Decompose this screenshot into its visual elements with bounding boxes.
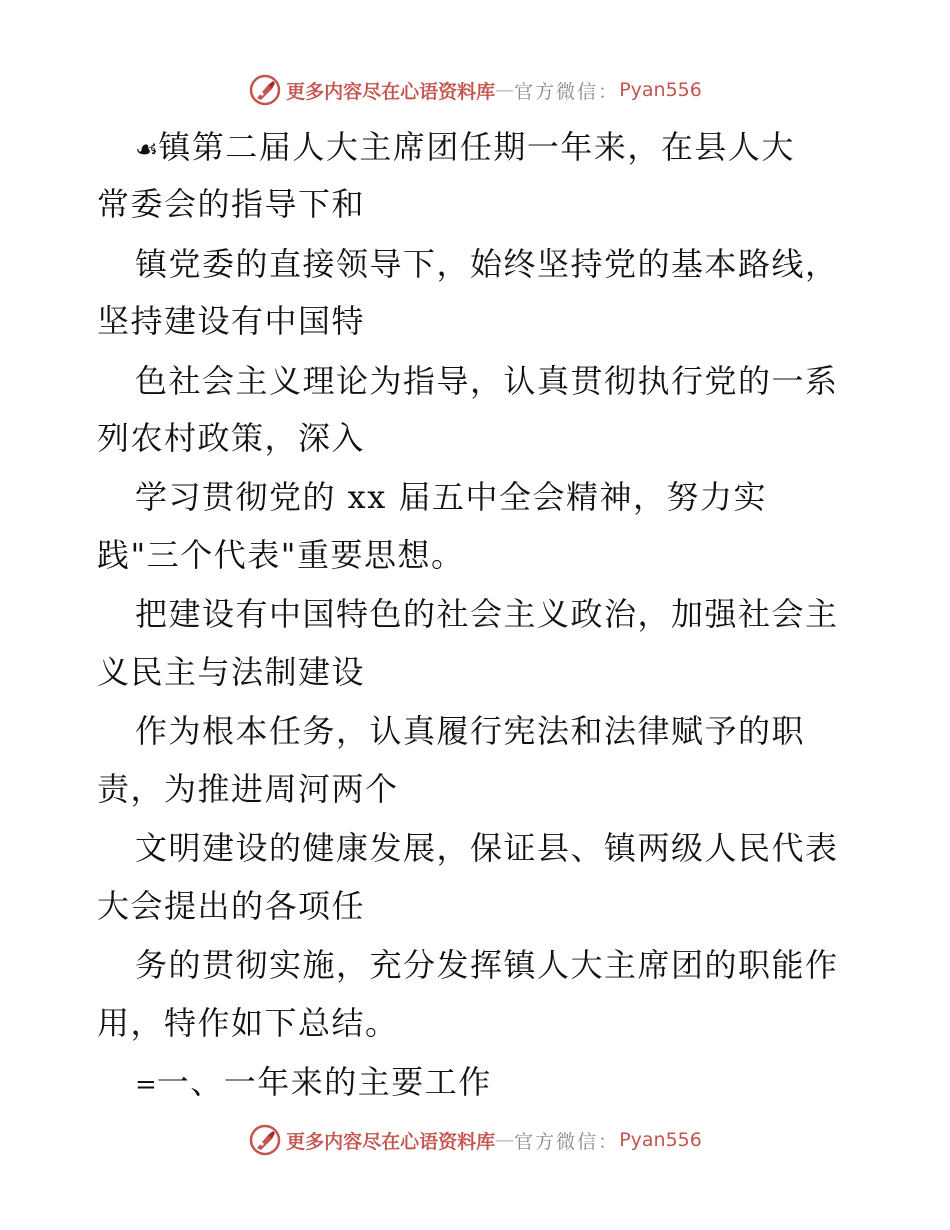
paragraph-line: 务的贯彻实施，充分发挥镇人大主席团的职能作	[135, 946, 839, 984]
double-dash-icon: =	[135, 1070, 157, 1100]
banner-wechat-label: 官方微信：	[514, 80, 620, 103]
banner-wechat-label: 官方微信：	[514, 1130, 620, 1153]
paragraph-line: 作为根本任务，认真履行宪法和法律赋予的职	[135, 712, 806, 750]
footer-banner	[0, 1120, 950, 1160]
paragraph-line: 义民主与法制建设	[97, 653, 366, 691]
banner-dash: —	[495, 1129, 515, 1151]
header-banner	[0, 70, 950, 110]
banner-title: 更多内容尽在心语资料库	[286, 1130, 496, 1153]
paragraph-line: 责，为推进周河两个	[97, 770, 399, 808]
banner-wechat-id: Pyan556	[619, 1129, 702, 1151]
paragraph-line: 色社会主义理论为指导，认真贯彻执行党的一系	[135, 362, 839, 400]
paragraph-line: 用，特作如下总结。	[97, 1004, 399, 1042]
fleuron-icon: ☙	[135, 135, 159, 165]
paragraph-line: 文明建设的健康发展，保证县、镇两级人民代表	[135, 829, 839, 867]
paragraph-line: 把建设有中国特色的社会主义政治，加强社会主	[135, 595, 839, 633]
banner-wechat-id: Pyan556	[619, 79, 702, 101]
pen-nib-logo-icon	[248, 1123, 282, 1157]
paragraph-line: 列农村政策，深入	[97, 419, 366, 457]
banner-dash: —	[495, 79, 515, 101]
paragraph-line: 常委会的指导下和	[97, 185, 366, 223]
section-heading: =一、一年来的主要工作	[135, 1063, 492, 1101]
paragraph-line: 镇党委的直接领导下，始终坚持党的基本路线，	[135, 245, 839, 283]
paragraph-line: 践"三个代表"重要思想。	[97, 536, 465, 574]
paragraph-line: 学习贯彻党的 xx 届五中全会精神，努力实	[135, 478, 767, 516]
paragraph-line: 坚持建设有中国特	[97, 302, 366, 340]
pen-nib-logo-icon	[248, 73, 282, 107]
paragraph-line: ☙镇第二届人大主席团任期一年来，在县人大	[135, 128, 795, 166]
paragraph-line: 大会提出的各项任	[97, 887, 366, 925]
banner-title: 更多内容尽在心语资料库	[286, 80, 496, 103]
